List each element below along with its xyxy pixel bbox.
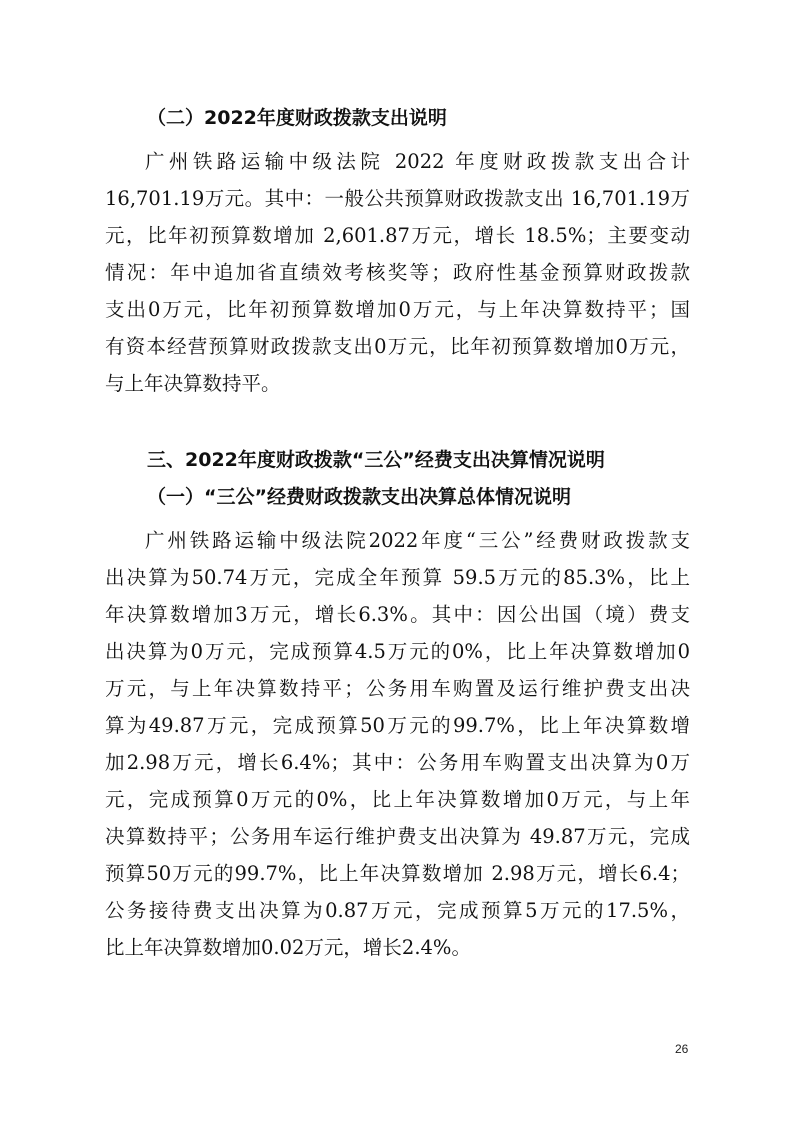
sub-heading-overall-situation: （一）“三公”经费财政拨款支出决算总体情况说明 [147,486,571,508]
paragraph-line: 广州铁路运输中级法院2022年度“三公”经费财政拨款支 [145,529,690,552]
paragraph-line: 算为49.87万元，完成预算50万元的99.7%，比上年决算数增 [105,714,690,737]
section-heading-fiscal-expenditure: （二）2022年度财政拨款支出说明 [147,107,447,129]
paragraph-line: 元，完成预算0万元的0%，比上年决算数增加0万元，与上年 [105,788,690,811]
paragraph-line: 万元，与上年决算数持平；公务用车购置及运行维护费支出决 [105,677,690,700]
paragraph-line: 支出0万元，比年初预算数增加0万元，与上年决算数持平；国 [105,298,690,321]
section-heading-three-public-expenses: 三、2022年度财政拨款“三公”经费支出决算情况说明 [147,449,605,471]
paragraph-line: 加2.98万元，增长6.4%；其中：公务用车购置支出决算为0万 [105,751,690,774]
paragraph-line: 公务接待费支出决算为0.87万元，完成预算5万元的17.5%， [105,899,690,922]
paragraph-line: 16,701.19万元。其中：一般公共预算财政拨款支出 16,701.19万 [105,187,690,210]
paragraph-line: 情况：年中追加省直绩效考核奖等；政府性基金预算财政拨款 [105,261,690,284]
paragraph-line: 预算50万元的99.7%，比上年决算数增加 2.98万元，增长6.4； [105,862,690,885]
paragraph-line: 与上年决算数持平。 [105,372,281,395]
paragraph-line: 决算数持平；公务用车运行维护费支出决算为 49.87万元，完成 [105,825,690,848]
paragraph-line: 广州铁路运输中级法院 2022 年度财政拨款支出合计 [145,150,690,173]
page-number: 26 [675,1042,689,1056]
paragraph-line: 出决算为50.74万元，完成全年预算 59.5万元的85.3%，比上 [105,566,690,589]
paragraph-line: 元，比年初预算数增加 2,601.87万元，增长 18.5%；主要变动 [105,224,690,247]
paragraph-line: 有资本经营预算财政拨款支出0万元，比年初预算数增加0万元， [105,335,690,358]
paragraph-line: 出决算为0万元，完成预算4.5万元的0%，比上年决算数增加0 [105,640,690,663]
paragraph-line: 比上年决算数增加0.02万元，增长2.4%。 [105,936,471,959]
paragraph-line: 年决算数增加3万元，增长6.3%。其中：因公出国（境）费支 [105,603,690,626]
